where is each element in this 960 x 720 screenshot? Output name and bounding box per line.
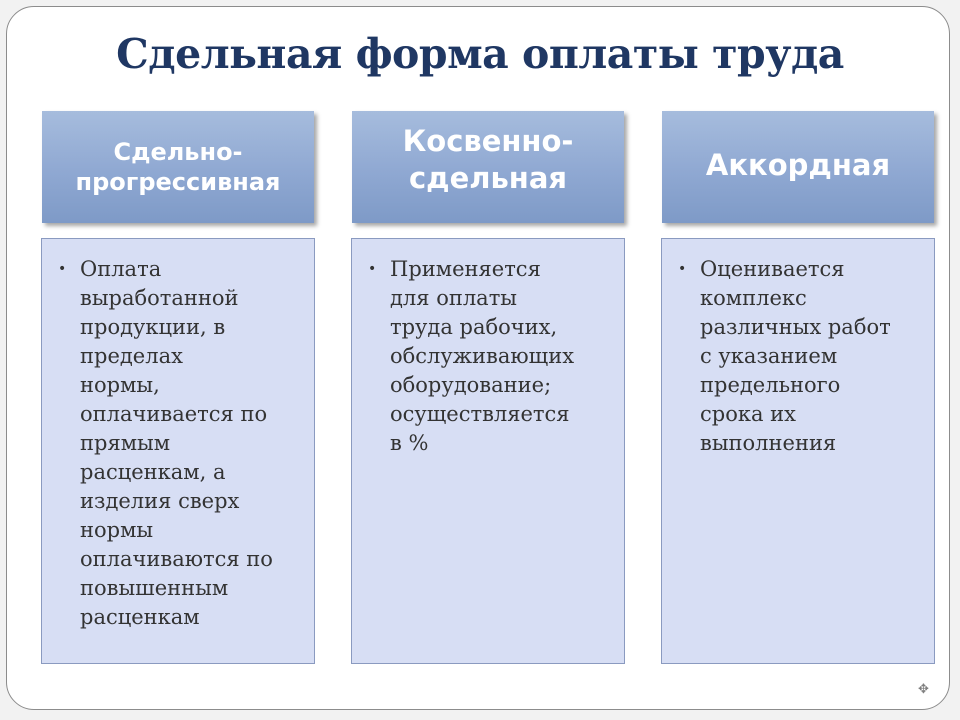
header-line: Аккордная <box>705 147 891 182</box>
bullet-icon: • <box>368 261 377 277</box>
bullet-icon: • <box>678 261 687 277</box>
description-text: Оплата выработанной продукции, в пределах нормы, оплачивается по прямым расценкам, а изделия сверх нормы оплачиваются по повышенным расценкам <box>80 257 273 629</box>
list-item <box>58 255 302 632</box>
page-title: Сдельная форма оплаты труда <box>116 30 844 78</box>
description-text: Применяется для оплаты труда рабочих, обслуживающих оборудование; осуществляется в % <box>390 257 575 455</box>
content-box-indirect-piecework <box>351 238 625 664</box>
content-box-lump-sum <box>661 238 935 664</box>
list-item <box>678 255 922 458</box>
description-text: Оценивается комплекс различных работ с указанием предельного срока их выполнения <box>700 257 891 455</box>
header-piecework-progressive <box>42 111 314 223</box>
list-item <box>368 255 612 458</box>
content-box-piecework-progressive <box>41 238 315 664</box>
header-indirect-piecework <box>352 111 624 223</box>
header-line: прогрессивная <box>75 168 281 196</box>
header-line: Сдельно- <box>113 138 243 166</box>
header-line: Косвенно- <box>402 124 574 158</box>
header-line: сдельная <box>408 161 568 195</box>
sparkle-icon: ✥ <box>918 682 929 697</box>
header-lump-sum <box>662 111 934 223</box>
bullet-icon: • <box>58 261 67 277</box>
